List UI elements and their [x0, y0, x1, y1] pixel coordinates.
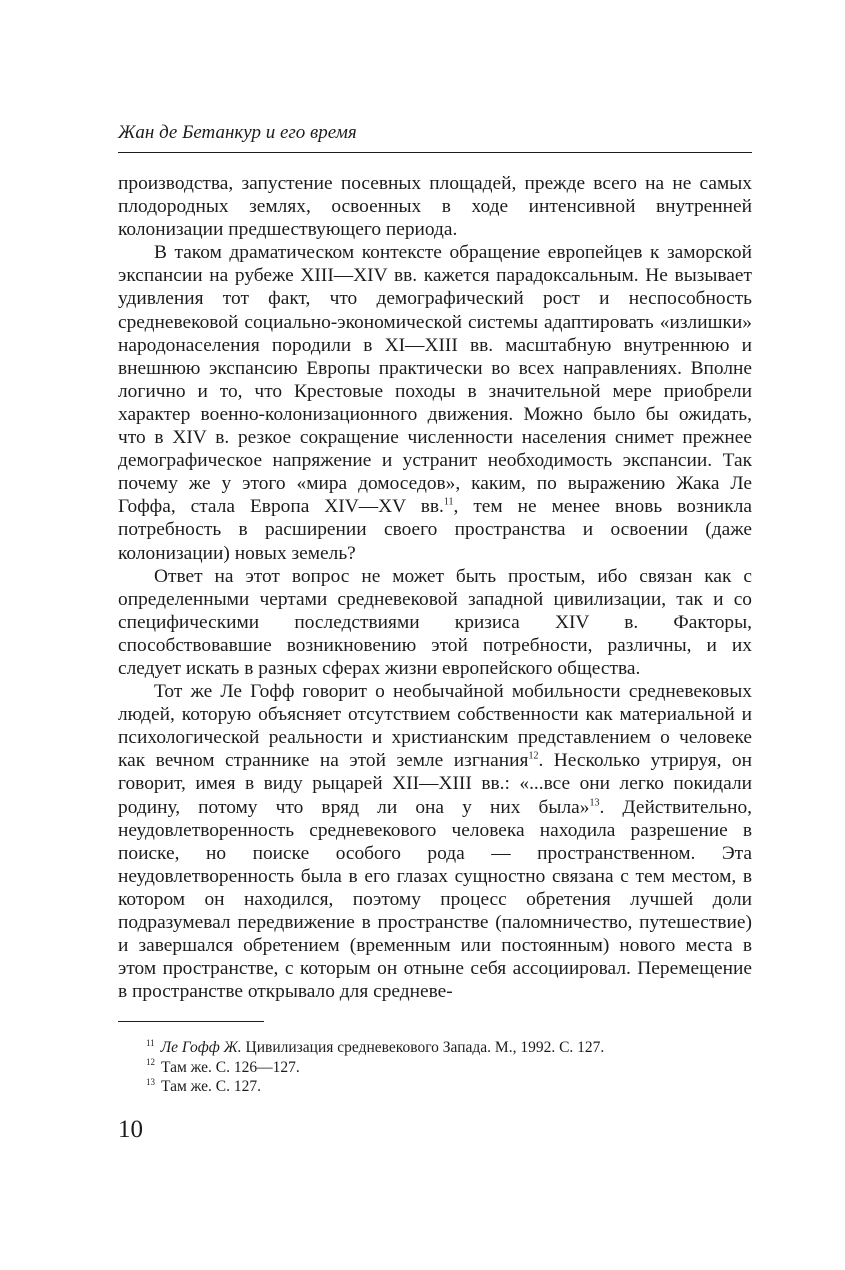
running-head: Жан де Бетанкур и его время: [118, 122, 357, 143]
book-page: [118, 0, 752, 1270]
paragraph: [118, 565, 752, 680]
paragraph-text: , тем не менее вновь возникла потребность в расширении своего пространства и освоении (даже колонизации) новых земель?: [118, 496, 752, 564]
paragraph-text: В таком драматическом контексте обращение европейцев к заморской экспансии на рубеже XIII—XIV вв. кажется парадоксальным. Не вызывает удивления тот факт, что демографический рост и неспособность средневековой социально-экономической системы адаптировать «излишки» народонаселения породили в XI—XIII вв. масштабную внутреннюю и внешнюю экспансию Европы практически во всех направлениях. Вполне логично и то, что Крестовые походы в значительной мере приобрели характер военно-колонизационного движения. Можно было бы ожидать, что в XIV в. резкое сокращение численности населения снимет прежнее демографическое напряжение и устранит необходимость экспансии. Так почему же у этого «мира домоседов», каким, по выражению Жака Ле Гоффа, стала Европа XIV—XV вв.: [118, 242, 752, 518]
paragraph: [118, 172, 752, 241]
footnote-separator: [118, 1021, 264, 1022]
paragraph-text: Ответ на этот вопрос не может быть простым, ибо связан как с определенными чертами средневековой западной цивилизации, так и со специфическими последствиями кризиса XIV в. Факторы, способствовавшие возникновению этой потребности, различны, и их следует искать в разных сферах жизни европейского общества.: [118, 565, 752, 679]
paragraph: [118, 680, 752, 1003]
footnotes: [146, 1038, 752, 1097]
footnote-number: 12: [146, 1057, 155, 1068]
paragraph: [118, 241, 752, 564]
footnote-ref: 11: [443, 496, 454, 508]
footnote-text: Цивилизация средневекового Запада. М., 1992. С. 127.: [241, 1039, 605, 1056]
footnote-text: Там же. С. 126—127.: [161, 1058, 300, 1076]
footnote-text: Там же. С. 127.: [161, 1078, 261, 1095]
footnote-ref: 13: [589, 797, 600, 809]
page-number: 10: [118, 1116, 143, 1143]
footnote-number: 11: [146, 1037, 155, 1048]
footnote: [146, 1038, 752, 1058]
footnote-ref: 12: [528, 750, 539, 762]
footnote-author: Ле Гофф Ж.: [160, 1039, 242, 1056]
paragraph-text: . Несколько утрируя, он говорит, имея в виду рыцарей XII—XIII вв.: «...все они легко покидали родину, потому что вряд ли она у них была»: [118, 750, 752, 818]
paragraph-text: Тот же Ле Гофф говорит о необычайной мобильности средневековых людей, которую объясняет отсутствием собственности как материальной и психологической реальности и христианским представлением о человеке как вечном страннике на этой земле изгнания: [118, 681, 752, 772]
header-rule: [118, 152, 752, 153]
footnote: [146, 1077, 752, 1097]
footnote-number: 13: [146, 1076, 155, 1087]
paragraph-text: производства, запустение посевных площадей, прежде всего на не самых плодородных землях, освоенных в ходе интенсивной внутренней колонизации предшествующего периода.: [118, 173, 752, 241]
paragraph-text: . Действительно, неудовлетворенность средневекового человека находила разрешение в поиске, но поиске особого рода — пространственном. Эта неудовлетворенность была в его глазах сущностно связана с тем местом, в котором он находился, поэтому процесс обретения лучшей доли подразумевал передвижение в пространстве (паломничество, путешествие) и завершался обретением (временным или постоянным) нового места в этом пространстве, с которым он отныне себя ассоциировал. Перемещение в пространстве открывало для средневе-: [118, 796, 752, 1003]
body-text: [118, 172, 752, 1003]
footnote: [146, 1058, 752, 1078]
